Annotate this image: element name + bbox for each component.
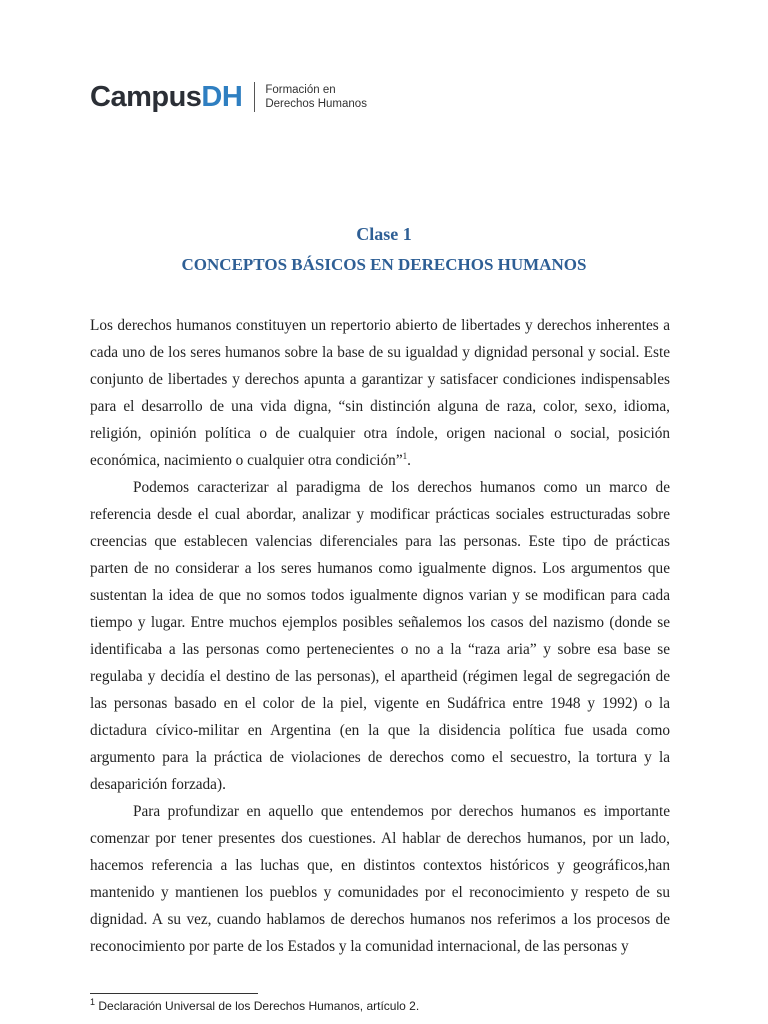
footnote-divider [90,993,258,994]
footnote [90,999,419,1013]
logo-tagline [265,83,367,111]
campusdh-logo [90,80,367,114]
logo-tagline-line2: Derechos Humanos [265,98,367,110]
page-title: CONCEPTOS BÁSICOS EN DERECHOS HUMANOS [181,255,587,274]
class-label: Clase 1 [356,224,412,244]
paragraph-3: Para profundizar en aquello que entendemos por derechos humanos es importante comenzar por tener presentes dos cuestiones. Al hablar de derechos humanos, por un lado, hacemos referencia a las luchas que, en distintos contextos históricos y geográficos,han mantenido y mantienen los pueblos y comunidades por el reconocimiento y respeto de su dignidad. A su vez, cuando hablamos de derechos humanos nos referimos a los procesos de reconocimiento por parte de los Estados y la comunidad internacional, de las personas y [90,803,670,955]
document-body [90,312,670,960]
footnote-reference[interactable]: 1 [402,450,408,461]
paragraph-1 [90,312,670,474]
footnote-number: 1 [90,997,96,1007]
logo-wordmark [90,80,243,113]
paragraph-1-text: Los derechos humanos constituyen un repertorio abierto de libertades y derechos inherentes a cada uno de los seres humanos sobre la base de su igualdad y dignidad personal y social. Este conjunto de libertades y derechos apunta a garantizar y satisfacer condiciones indispensables para el desarrollo de una vida digna, “sin distinción alguna de raza, color, sexo, idioma, religión, opinión política o de cualquier otra índole, origen nacional o social, posición económica, nacimiento o cualquier otra condición” [90,317,670,469]
paragraph-1-end: . [407,452,411,469]
footnote-text: Declaración Universal de los Derechos Humanos, artículo 2. [95,999,420,1013]
paragraph-2: Podemos caracterizar al paradigma de los derechos humanos como un marco de referencia desde el cual abordar, analizar y modificar prácticas sociales estructuradas sobre creencias que establecen valencias diferenciales para las personas. Este tipo de prácticas parten de no considerar a los seres humanos como igualmente dignos. Los argumentos que sustentan la idea de que no somos todos igualmente dignos varian y se modifican para cada tiempo y lugar. Entre muchos ejemplos posibles señalemos los casos del nazismo (donde se identificaba a las personas como pertenecientes o no a la “raza aria” y sobre esa base se regulaba y decidía el destino de las personas), el apartheid (régimen legal de segregación de las personas basado en el color de la piel, vigente en Sudáfrica entre 1948 y 1992) o la dictadura cívico-militar en Argentina (en la que la disidencia política fue usada como argumento para la práctica de violaciones de derechos como el secuestro, la tortura y la desaparición forzada). [90,479,670,793]
logo-campus-text: Campus [90,80,202,113]
logo-tagline-line1: Formación en [265,84,336,96]
logo-divider [254,82,255,112]
logo-dh-text: DH [201,80,243,113]
